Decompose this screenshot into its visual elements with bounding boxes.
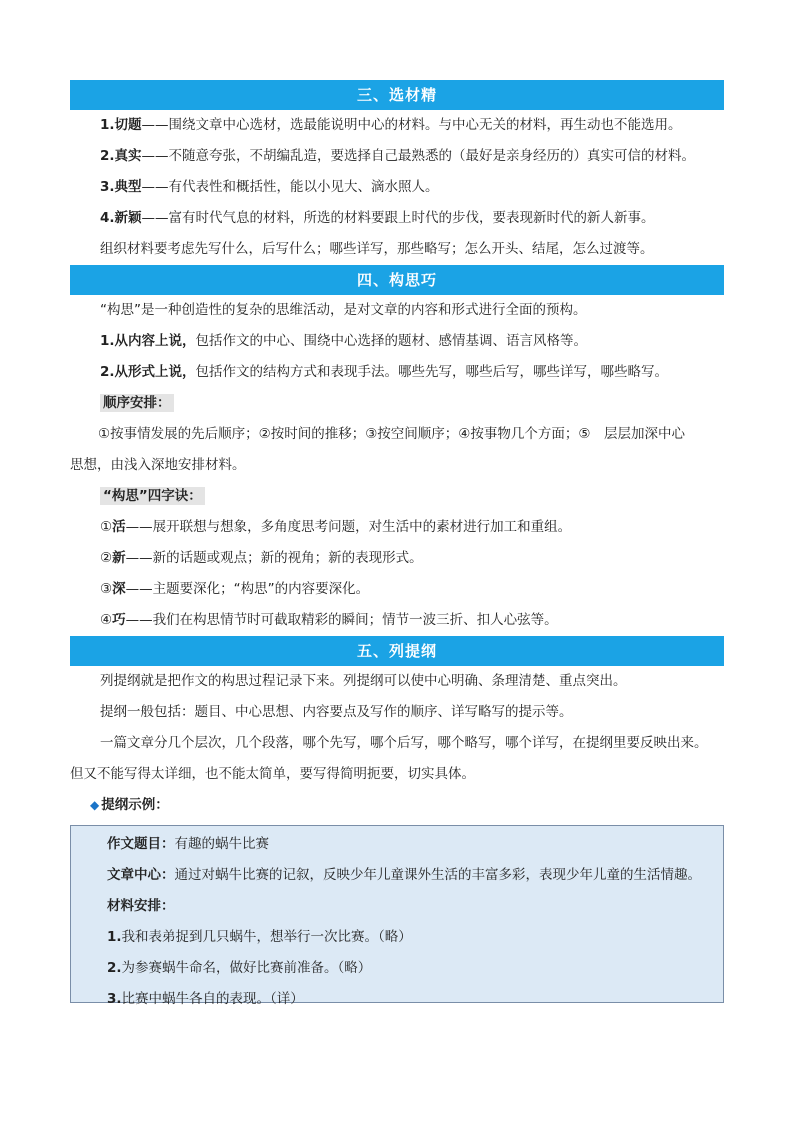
section-5-p3-line-2: 但又不能写得太详细，也不能太简单，要写得简明扼要，切实具体。: [70, 766, 475, 782]
section-3-banner: 三、选材精: [70, 80, 724, 110]
section-3-item-3: 3.典型——有代表性和概括性，能以小见大、滴水照人。: [100, 179, 439, 195]
section-4-item-2: 2.从形式上说，包括作文的结构方式和表现手法。哪些先写，哪些后写，哪些详写，哪些略写。: [100, 364, 669, 380]
section-3-item-2: 2.真实——不随意夸张，不胡编乱造，要选择自己最熟悉的（最好是亲身经历的）真实可信的材料。: [100, 148, 696, 164]
section-5-p2: 提纲一般包括：题目、中心思想、内容要点及写作的顺序、详写略写的提示等。: [100, 704, 573, 720]
example-title-line: 作文题目：有趣的蜗牛比赛: [107, 836, 269, 852]
example-material-2: 2.为参赛蜗牛命名，做好比赛前准备。（略）: [107, 960, 372, 976]
order-line-1: ①按事情发展的先后顺序；②按时间的推移；③按空间顺序；④按事物几个方面；⑤ 层层加深中心: [98, 426, 686, 442]
formula-item-3: ③深——主题要深化；“构思”的内容要深化。: [100, 581, 370, 597]
formula-item-2: ②新——新的话题或观点；新的视角；新的表现形式。: [100, 550, 423, 566]
section-3-item-1: 1.切题——围绕文章中心选材，选最能说明中心的材料。与中心无关的材料，再生动也不能选用。: [100, 117, 682, 133]
order-line-2: 思想，由浅入深地安排材料。: [70, 457, 246, 473]
order-heading: 顺序安排：: [70, 388, 724, 419]
example-center-line: 文章中心：通过对蜗牛比赛的记叙，反映少年儿童课外生活的丰富多彩，表现少年儿童的生活情趣。: [107, 867, 701, 883]
section-5-p1: 列提纲就是把作文的构思过程记录下来。列提纲可以使中心明确、条理清楚、重点突出。: [100, 673, 627, 689]
example-material-3: 3.比赛中蜗牛各自的表现。（详）: [107, 991, 304, 1007]
section-4-intro: “构思”是一种创造性的复杂的思维活动，是对文章的内容和形式进行全面的预构。: [100, 302, 587, 318]
example-material-heading: 材料安排：: [107, 898, 175, 914]
example-heading: ◆ 提纲示例：: [90, 797, 169, 813]
formula-item-1: ①活——展开联想与想象，多角度思考问题，对生活中的素材进行加工和重组。: [100, 519, 572, 535]
outline-example-box: [70, 825, 724, 1007]
section-5-banner: 五、列提纲: [70, 636, 724, 666]
example-material-1: 1.我和表弟捉到几只蜗牛，想举行一次比赛。（略）: [107, 929, 412, 945]
section-5-p3-line-1: 一篇文章分几个层次，几个段落，哪个先写，哪个后写，哪个略写，哪个详写，在提纲里要反映出来。: [100, 735, 708, 751]
section-4-item-1: 1.从内容上说，包括作文的中心、围绕中心选择的题材、感情基调、语言风格等。: [100, 333, 588, 349]
diamond-bullet-icon: ◆: [90, 798, 100, 812]
formula-heading: “构思”四字诀：: [70, 481, 724, 512]
section-4-banner: 四、构思巧: [70, 265, 724, 295]
section-3-item-4: 4.新颖——富有时代气息的材料，所选的材料要跟上时代的步伐，要表现新时代的新人新事。: [100, 210, 655, 226]
section-3-note: 组织材料要考虑先写什么，后写什么；哪些详写，那些略写；怎么开头、结尾，怎么过渡等。: [100, 241, 654, 257]
formula-item-4: ④巧——我们在构思情节时可截取精彩的瞬间；情节一波三折、扣人心弦等。: [100, 612, 558, 628]
document-page: [70, 80, 724, 1007]
